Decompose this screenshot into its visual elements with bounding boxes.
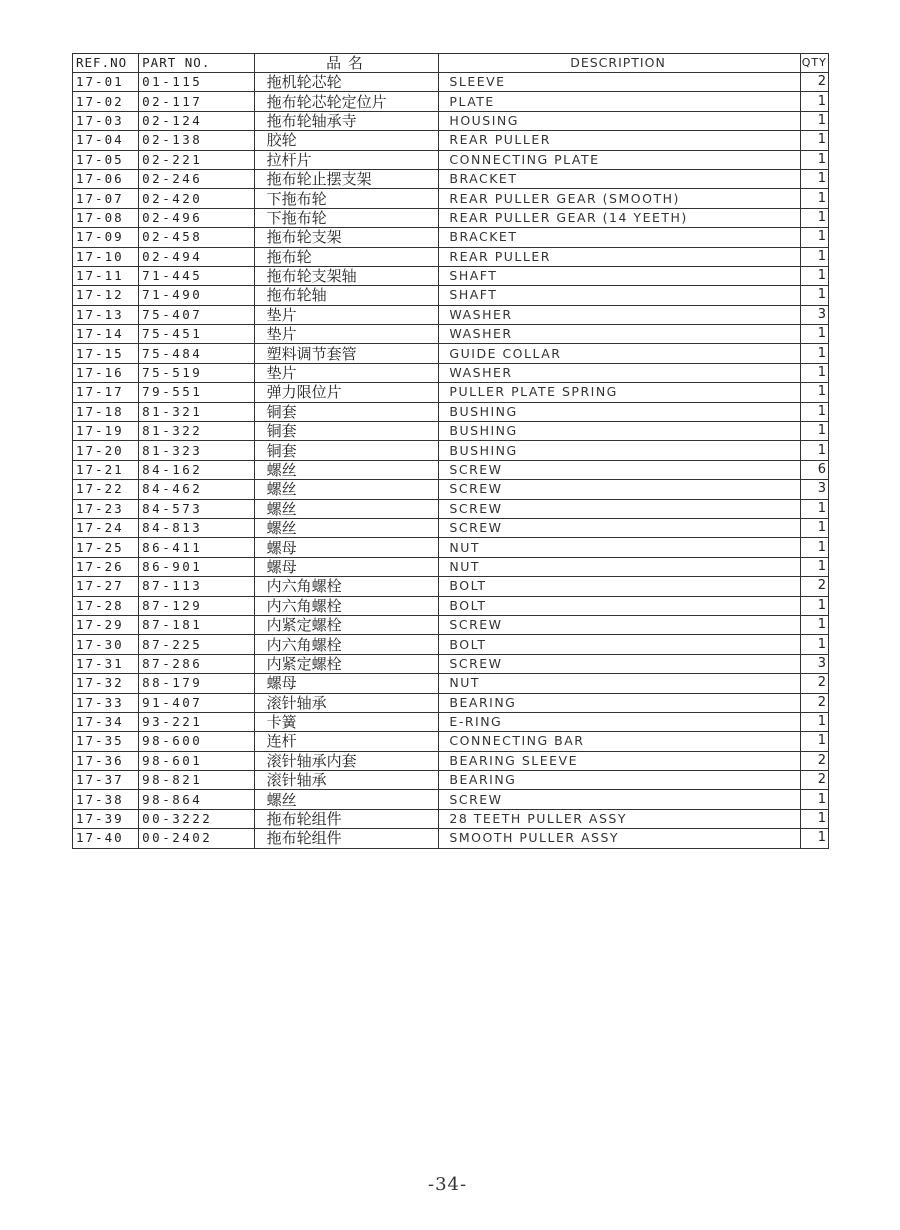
cell-part-no: 02-124	[139, 111, 254, 130]
cell-description: BRACKET	[439, 169, 800, 188]
cell-description: BOLT	[439, 596, 800, 615]
cell-chinese-name: 拉杆片	[254, 150, 439, 169]
cell-chinese-name: 胶轮	[254, 131, 439, 150]
cell-ref-no: 17-24	[73, 518, 139, 537]
cell-part-no: 98-821	[139, 771, 254, 790]
cell-part-no: 84-813	[139, 518, 254, 537]
cell-part-no: 84-462	[139, 480, 254, 499]
cell-part-no: 02-496	[139, 208, 254, 227]
cell-chinese-name: 下拖布轮	[254, 189, 439, 208]
cell-chinese-name: 内紧定螺栓	[254, 654, 439, 673]
cell-chinese-name: 螺丝	[254, 480, 439, 499]
cell-quantity: 2	[800, 577, 828, 596]
table-row	[73, 654, 829, 673]
cell-quantity: 1	[800, 169, 828, 188]
cell-ref-no: 17-33	[73, 693, 139, 712]
cell-description: BEARING	[439, 771, 800, 790]
cell-part-no: 79-551	[139, 383, 254, 402]
cell-description: SCREW	[439, 518, 800, 537]
table-row	[73, 460, 829, 479]
cell-chinese-name: 拖布轮组件	[254, 809, 439, 828]
cell-quantity: 1	[800, 344, 828, 363]
cell-ref-no: 17-04	[73, 131, 139, 150]
cell-chinese-name: 拖布轮	[254, 247, 439, 266]
table-row	[73, 557, 829, 576]
table-row	[73, 111, 829, 130]
cell-ref-no: 17-30	[73, 635, 139, 654]
cell-quantity: 1	[800, 422, 828, 441]
table-row	[73, 577, 829, 596]
cell-description: BUSHING	[439, 422, 800, 441]
cell-part-no: 88-179	[139, 674, 254, 693]
cell-quantity: 3	[800, 305, 828, 324]
cell-quantity: 1	[800, 247, 828, 266]
cell-quantity: 1	[800, 615, 828, 634]
header-description: DESCRIPTION	[439, 54, 800, 73]
cell-chinese-name: 塑料调节套管	[254, 344, 439, 363]
cell-ref-no: 17-02	[73, 92, 139, 111]
cell-chinese-name: 弹力限位片	[254, 383, 439, 402]
table-row	[73, 596, 829, 615]
cell-part-no: 75-407	[139, 305, 254, 324]
cell-quantity: 6	[800, 460, 828, 479]
table-row	[73, 829, 829, 848]
cell-description: REAR PULLER	[439, 247, 800, 266]
table-row	[73, 480, 829, 499]
cell-quantity: 1	[800, 635, 828, 654]
cell-description: BEARING	[439, 693, 800, 712]
cell-ref-no: 17-19	[73, 422, 139, 441]
cell-description: PLATE	[439, 92, 800, 111]
cell-quantity: 1	[800, 131, 828, 150]
cell-chinese-name: 拖布轮轴承寺	[254, 111, 439, 130]
cell-ref-no: 17-37	[73, 771, 139, 790]
cell-description: SMOOTH PULLER ASSY	[439, 829, 800, 848]
cell-part-no: 87-181	[139, 615, 254, 634]
cell-description: SCREW	[439, 460, 800, 479]
cell-description: SHAFT	[439, 286, 800, 305]
cell-description: SCREW	[439, 654, 800, 673]
cell-ref-no: 17-25	[73, 538, 139, 557]
cell-description: SCREW	[439, 615, 800, 634]
cell-part-no: 81-323	[139, 441, 254, 460]
cell-ref-no: 17-14	[73, 325, 139, 344]
cell-description: SCREW	[439, 790, 800, 809]
cell-quantity: 1	[800, 402, 828, 421]
table-row	[73, 809, 829, 828]
cell-chinese-name: 下拖布轮	[254, 208, 439, 227]
cell-ref-no: 17-27	[73, 577, 139, 596]
cell-quantity: 1	[800, 325, 828, 344]
cell-chinese-name: 铜套	[254, 441, 439, 460]
parts-table	[72, 53, 829, 849]
cell-ref-no: 17-08	[73, 208, 139, 227]
cell-part-no: 75-451	[139, 325, 254, 344]
cell-ref-no: 17-34	[73, 712, 139, 731]
cell-quantity: 1	[800, 732, 828, 751]
cell-description: CONNECTING BAR	[439, 732, 800, 751]
cell-chinese-name: 内紧定螺栓	[254, 615, 439, 634]
cell-chinese-name: 拖布轮芯轮定位片	[254, 92, 439, 111]
table-row	[73, 732, 829, 751]
cell-quantity: 1	[800, 189, 828, 208]
cell-description: WASHER	[439, 325, 800, 344]
cell-ref-no: 17-40	[73, 829, 139, 848]
cell-part-no: 87-113	[139, 577, 254, 596]
header-part-no: PART NO.	[139, 54, 254, 73]
header-chinese-name: 品 名	[254, 54, 439, 73]
cell-chinese-name: 卡簧	[254, 712, 439, 731]
cell-ref-no: 17-21	[73, 460, 139, 479]
cell-part-no: 86-411	[139, 538, 254, 557]
cell-chinese-name: 滚针轴承	[254, 693, 439, 712]
cell-part-no: 87-225	[139, 635, 254, 654]
cell-part-no: 75-484	[139, 344, 254, 363]
cell-part-no: 71-445	[139, 266, 254, 285]
cell-description: SCREW	[439, 499, 800, 518]
cell-part-no: 84-162	[139, 460, 254, 479]
cell-part-no: 98-864	[139, 790, 254, 809]
cell-part-no: 00-2402	[139, 829, 254, 848]
table-row	[73, 441, 829, 460]
cell-quantity: 1	[800, 286, 828, 305]
cell-ref-no: 17-16	[73, 363, 139, 382]
cell-chinese-name: 垫片	[254, 305, 439, 324]
cell-quantity: 1	[800, 111, 828, 130]
cell-part-no: 02-246	[139, 169, 254, 188]
cell-chinese-name: 内六角螺栓	[254, 635, 439, 654]
cell-ref-no: 17-39	[73, 809, 139, 828]
cell-ref-no: 17-11	[73, 266, 139, 285]
cell-ref-no: 17-20	[73, 441, 139, 460]
table-row	[73, 266, 829, 285]
table-row	[73, 518, 829, 537]
cell-description: BOLT	[439, 635, 800, 654]
table-header-row	[73, 54, 829, 73]
cell-description: NUT	[439, 538, 800, 557]
cell-description: BRACKET	[439, 228, 800, 247]
cell-quantity: 1	[800, 441, 828, 460]
cell-description: REAR PULLER GEAR (14 YEETH)	[439, 208, 800, 227]
table-row	[73, 751, 829, 770]
cell-ref-no: 17-07	[73, 189, 139, 208]
cell-quantity: 1	[800, 518, 828, 537]
cell-part-no: 75-519	[139, 363, 254, 382]
table-row	[73, 674, 829, 693]
cell-quantity: 1	[800, 499, 828, 518]
cell-ref-no: 17-29	[73, 615, 139, 634]
cell-chinese-name: 滚针轴承内套	[254, 751, 439, 770]
cell-description: WASHER	[439, 363, 800, 382]
cell-description: WASHER	[439, 305, 800, 324]
cell-part-no: 84-573	[139, 499, 254, 518]
table-row	[73, 73, 829, 92]
cell-description: REAR PULLER GEAR (SMOOTH)	[439, 189, 800, 208]
table-row	[73, 286, 829, 305]
cell-ref-no: 17-15	[73, 344, 139, 363]
cell-ref-no: 17-01	[73, 73, 139, 92]
cell-part-no: 86-901	[139, 557, 254, 576]
table-row	[73, 363, 829, 382]
table-row	[73, 790, 829, 809]
cell-ref-no: 17-05	[73, 150, 139, 169]
table-row	[73, 538, 829, 557]
table-row	[73, 189, 829, 208]
table-row	[73, 383, 829, 402]
cell-chinese-name: 拖布轮支架轴	[254, 266, 439, 285]
table-row	[73, 325, 829, 344]
cell-chinese-name: 连杆	[254, 732, 439, 751]
table-row	[73, 402, 829, 421]
cell-part-no: 02-138	[139, 131, 254, 150]
cell-chinese-name: 拖布轮止摆支架	[254, 169, 439, 188]
cell-quantity: 3	[800, 480, 828, 499]
cell-quantity: 1	[800, 228, 828, 247]
cell-part-no: 00-3222	[139, 809, 254, 828]
cell-ref-no: 17-28	[73, 596, 139, 615]
cell-part-no: 02-117	[139, 92, 254, 111]
cell-part-no: 81-322	[139, 422, 254, 441]
cell-ref-no: 17-36	[73, 751, 139, 770]
cell-ref-no: 17-06	[73, 169, 139, 188]
cell-chinese-name: 垫片	[254, 363, 439, 382]
cell-part-no: 98-601	[139, 751, 254, 770]
cell-chinese-name: 铜套	[254, 422, 439, 441]
cell-chinese-name: 螺母	[254, 674, 439, 693]
cell-quantity: 2	[800, 771, 828, 790]
cell-part-no: 02-221	[139, 150, 254, 169]
table-row	[73, 344, 829, 363]
cell-chinese-name: 螺母	[254, 557, 439, 576]
table-row	[73, 422, 829, 441]
cell-description: HOUSING	[439, 111, 800, 130]
cell-description: PULLER PLATE SPRING	[439, 383, 800, 402]
cell-description: SCREW	[439, 480, 800, 499]
cell-part-no: 01-115	[139, 73, 254, 92]
cell-quantity: 2	[800, 693, 828, 712]
cell-quantity: 2	[800, 73, 828, 92]
table-row	[73, 247, 829, 266]
cell-quantity: 1	[800, 790, 828, 809]
cell-chinese-name: 内六角螺栓	[254, 577, 439, 596]
cell-description: NUT	[439, 557, 800, 576]
cell-part-no: 87-129	[139, 596, 254, 615]
table-row	[73, 615, 829, 634]
cell-chinese-name: 拖布轮轴	[254, 286, 439, 305]
cell-part-no: 02-420	[139, 189, 254, 208]
cell-ref-no: 17-13	[73, 305, 139, 324]
cell-description: NUT	[439, 674, 800, 693]
cell-chinese-name: 拖布轮支架	[254, 228, 439, 247]
table-row	[73, 169, 829, 188]
cell-part-no: 02-458	[139, 228, 254, 247]
cell-quantity: 1	[800, 596, 828, 615]
cell-chinese-name: 螺丝	[254, 499, 439, 518]
cell-chinese-name: 内六角螺栓	[254, 596, 439, 615]
header-quantity: QTY	[800, 54, 828, 73]
cell-description: E-RING	[439, 712, 800, 731]
cell-quantity: 1	[800, 383, 828, 402]
cell-ref-no: 17-18	[73, 402, 139, 421]
parts-table-body	[73, 73, 829, 849]
cell-quantity: 1	[800, 712, 828, 731]
table-row	[73, 499, 829, 518]
cell-chinese-name: 螺丝	[254, 460, 439, 479]
cell-ref-no: 17-09	[73, 228, 139, 247]
cell-quantity: 2	[800, 674, 828, 693]
cell-quantity: 1	[800, 809, 828, 828]
cell-ref-no: 17-35	[73, 732, 139, 751]
cell-chinese-name: 垫片	[254, 325, 439, 344]
cell-quantity: 1	[800, 92, 828, 111]
cell-quantity: 1	[800, 557, 828, 576]
cell-ref-no: 17-31	[73, 654, 139, 673]
cell-description: REAR PULLER	[439, 131, 800, 150]
cell-description: BOLT	[439, 577, 800, 596]
cell-ref-no: 17-26	[73, 557, 139, 576]
cell-quantity: 3	[800, 654, 828, 673]
table-row	[73, 712, 829, 731]
cell-quantity: 1	[800, 208, 828, 227]
cell-quantity: 1	[800, 829, 828, 848]
table-row	[73, 131, 829, 150]
cell-ref-no: 17-10	[73, 247, 139, 266]
cell-quantity: 1	[800, 266, 828, 285]
cell-quantity: 1	[800, 538, 828, 557]
cell-part-no: 98-600	[139, 732, 254, 751]
cell-description: CONNECTING PLATE	[439, 150, 800, 169]
cell-chinese-name: 拖布轮组件	[254, 829, 439, 848]
table-row	[73, 228, 829, 247]
cell-chinese-name: 螺丝	[254, 790, 439, 809]
cell-description: BUSHING	[439, 441, 800, 460]
table-row	[73, 208, 829, 227]
cell-description: GUIDE COLLAR	[439, 344, 800, 363]
cell-chinese-name: 铜套	[254, 402, 439, 421]
cell-chinese-name: 滚针轴承	[254, 771, 439, 790]
cell-part-no: 71-490	[139, 286, 254, 305]
cell-description: BUSHING	[439, 402, 800, 421]
cell-ref-no: 17-03	[73, 111, 139, 130]
cell-part-no: 02-494	[139, 247, 254, 266]
cell-chinese-name: 螺母	[254, 538, 439, 557]
page-number: -34-	[428, 1174, 468, 1195]
table-row	[73, 693, 829, 712]
cell-description: BEARING SLEEVE	[439, 751, 800, 770]
cell-ref-no: 17-22	[73, 480, 139, 499]
cell-chinese-name: 螺丝	[254, 518, 439, 537]
table-row	[73, 150, 829, 169]
header-ref-no: REF.NO	[73, 54, 139, 73]
cell-part-no: 93-221	[139, 712, 254, 731]
cell-description: SHAFT	[439, 266, 800, 285]
table-row	[73, 305, 829, 324]
table-row	[73, 92, 829, 111]
cell-ref-no: 17-17	[73, 383, 139, 402]
cell-part-no: 81-321	[139, 402, 254, 421]
cell-ref-no: 17-23	[73, 499, 139, 518]
cell-quantity: 2	[800, 751, 828, 770]
cell-quantity: 1	[800, 363, 828, 382]
cell-ref-no: 17-32	[73, 674, 139, 693]
cell-ref-no: 17-38	[73, 790, 139, 809]
cell-chinese-name: 拖机轮芯轮	[254, 73, 439, 92]
cell-ref-no: 17-12	[73, 286, 139, 305]
cell-description: SLEEVE	[439, 73, 800, 92]
parts-list-sheet	[72, 53, 829, 849]
table-row	[73, 771, 829, 790]
cell-quantity: 1	[800, 150, 828, 169]
cell-description: 28 TEETH PULLER ASSY	[439, 809, 800, 828]
cell-part-no: 87-286	[139, 654, 254, 673]
cell-part-no: 91-407	[139, 693, 254, 712]
table-row	[73, 635, 829, 654]
